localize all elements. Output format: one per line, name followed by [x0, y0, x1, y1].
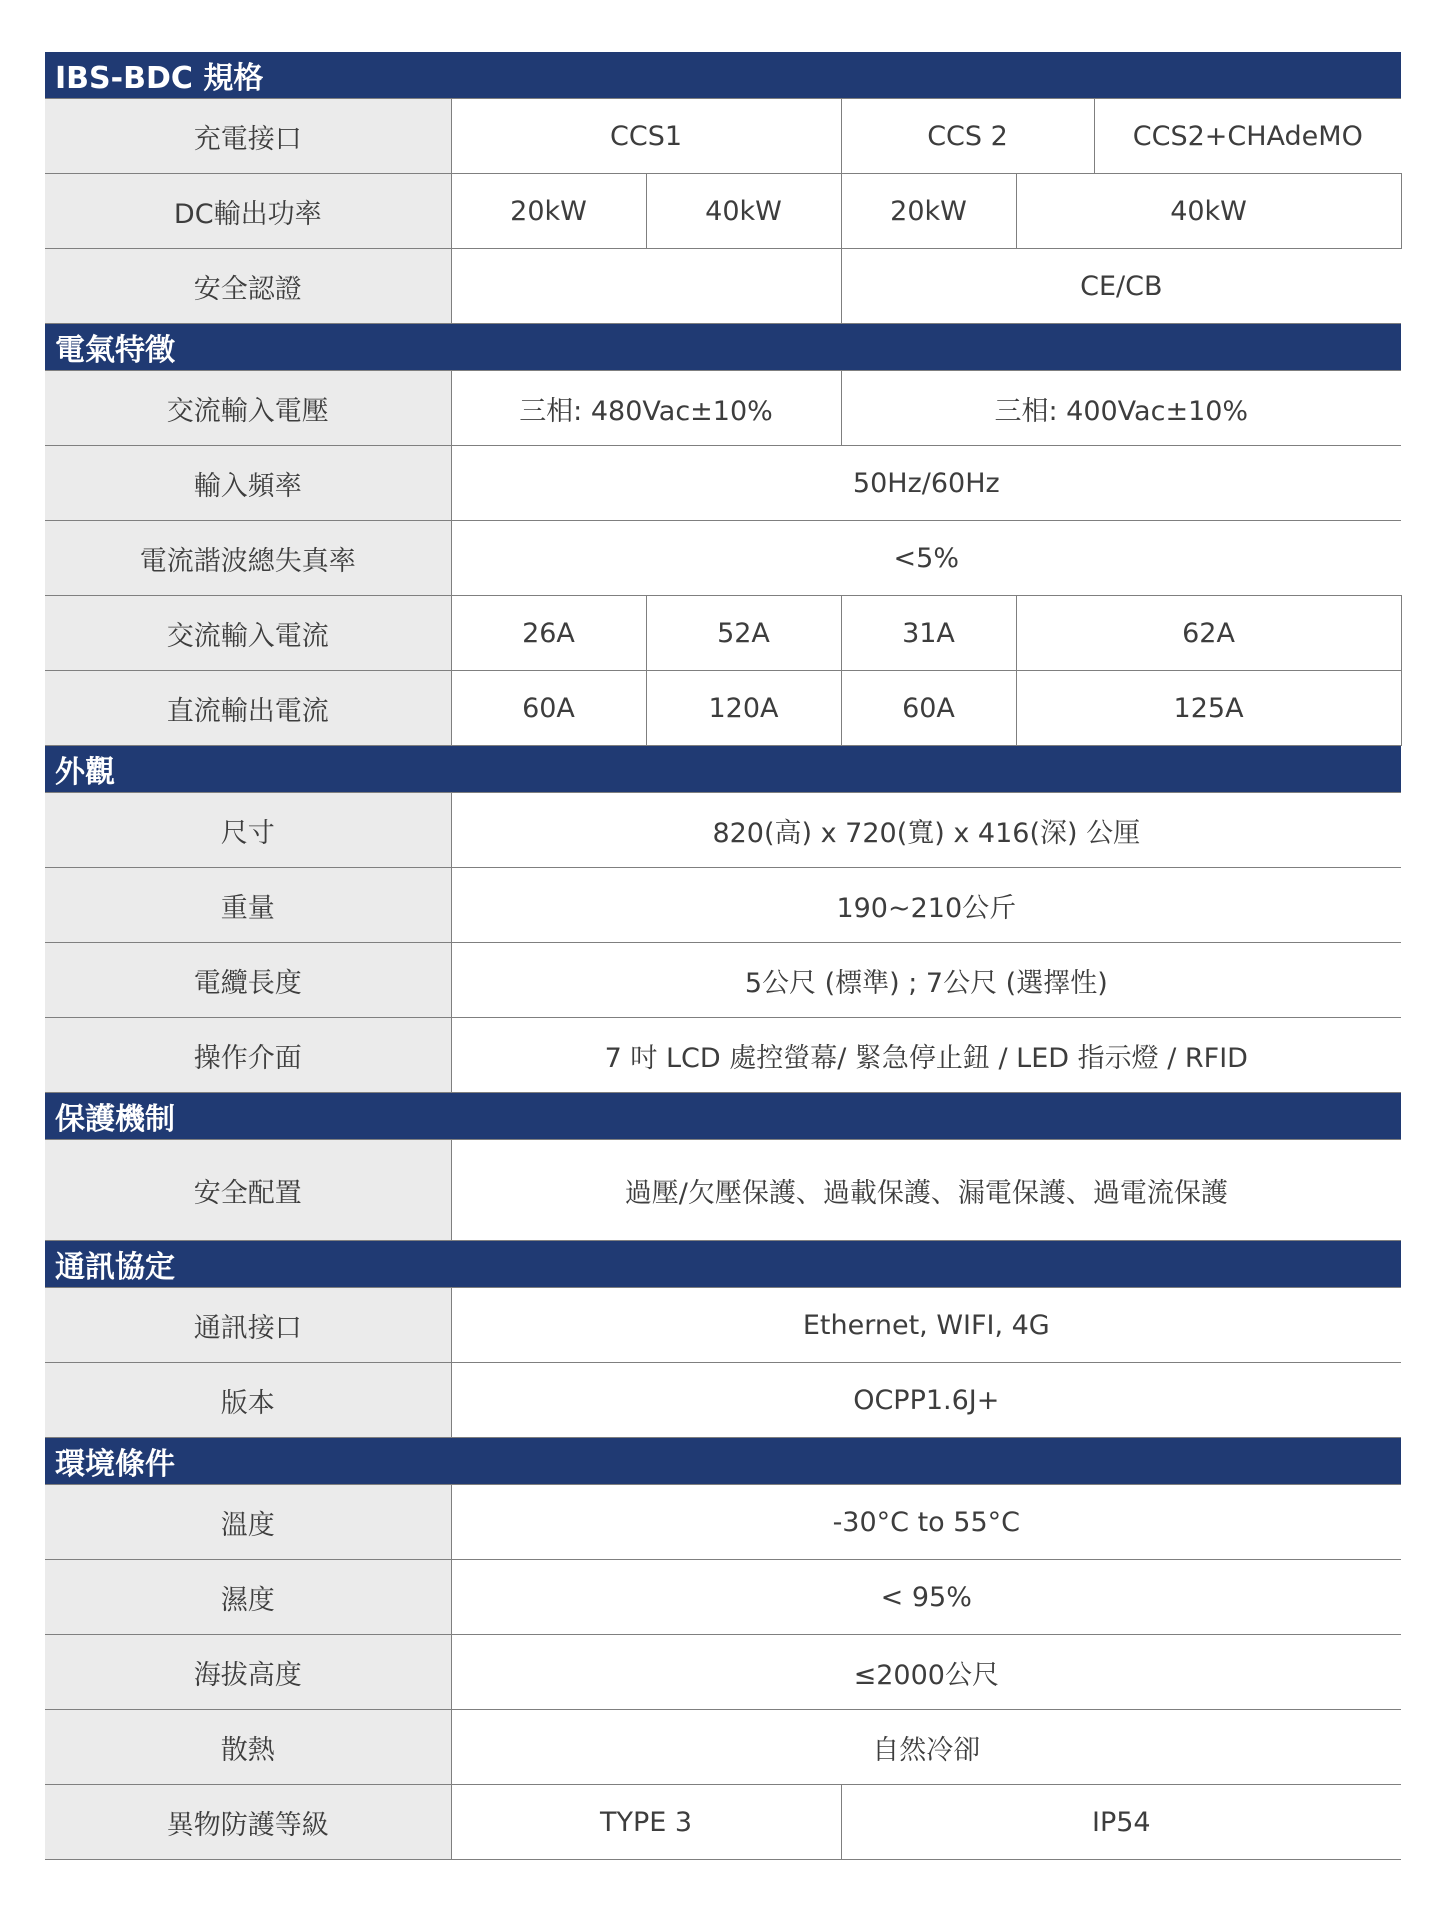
spec-value: 三相: 480Vac±10%	[451, 371, 841, 446]
spec-row	[45, 521, 1401, 596]
spec-row	[45, 99, 1401, 174]
spec-value: 5公尺 (標準) ; 7公尺 (選擇性)	[451, 943, 1401, 1018]
spec-label: 通訊接口	[45, 1288, 451, 1363]
spec-value: 190~210公斤	[451, 868, 1401, 943]
spec-row	[45, 1635, 1401, 1710]
spec-value: <5%	[451, 521, 1401, 596]
spec-table-body	[45, 52, 1401, 1860]
spec-value: 60A	[451, 671, 646, 746]
section-header: 通訊協定	[45, 1241, 1401, 1288]
section-header: 外觀	[45, 746, 1401, 793]
section-header: 環境條件	[45, 1438, 1401, 1485]
spec-value: 20kW	[841, 174, 1016, 249]
spec-value: CCS2+CHAdeMO	[1094, 99, 1401, 174]
spec-value: ≤2000公尺	[451, 1635, 1401, 1710]
spec-value: 820(高) x 720(寬) x 416(深) 公厘	[451, 793, 1401, 868]
spec-value: CCS1	[451, 99, 841, 174]
spec-label: 溫度	[45, 1485, 451, 1560]
spec-value: 7 吋 LCD 處控螢幕/ 緊急停止鈕 / LED 指示燈 / RFID	[451, 1018, 1401, 1093]
spec-value: 125A	[1016, 671, 1401, 746]
spec-value: 120A	[646, 671, 841, 746]
spec-label: 交流輸入電壓	[45, 371, 451, 446]
spec-label: 直流輸出電流	[45, 671, 451, 746]
spec-value: OCPP1.6J+	[451, 1363, 1401, 1438]
spec-value: 60A	[841, 671, 1016, 746]
spec-value	[451, 249, 841, 324]
spec-row	[45, 943, 1401, 1018]
spec-label: 安全配置	[45, 1140, 451, 1241]
spec-value: IP54	[841, 1785, 1401, 1860]
spec-value: 20kW	[451, 174, 646, 249]
spec-value: 40kW	[1016, 174, 1401, 249]
section-header-row	[45, 1241, 1401, 1288]
spec-title: IBS-BDC 規格	[45, 52, 1401, 99]
spec-value: 52A	[646, 596, 841, 671]
spec-label: 散熱	[45, 1710, 451, 1785]
spec-row	[45, 671, 1401, 746]
spec-value: 50Hz/60Hz	[451, 446, 1401, 521]
spec-label: 電纜長度	[45, 943, 451, 1018]
spec-value: 62A	[1016, 596, 1401, 671]
spec-value: 26A	[451, 596, 646, 671]
spec-row	[45, 1288, 1401, 1363]
spec-row	[45, 1018, 1401, 1093]
spec-value: TYPE 3	[451, 1785, 841, 1860]
spec-row	[45, 1363, 1401, 1438]
spec-label: 輸入頻率	[45, 446, 451, 521]
spec-row	[45, 1560, 1401, 1635]
spec-value: CE/CB	[841, 249, 1401, 324]
spec-label: 版本	[45, 1363, 451, 1438]
spec-value: Ethernet, WIFI, 4G	[451, 1288, 1401, 1363]
spec-value: CCS 2	[841, 99, 1094, 174]
spec-value: -30°C to 55°C	[451, 1485, 1401, 1560]
spec-value: 自然冷卻	[451, 1710, 1401, 1785]
spec-row	[45, 596, 1401, 671]
spec-row	[45, 249, 1401, 324]
spec-label: 充電接口	[45, 99, 451, 174]
spec-value: 過壓/欠壓保護、過載保護、漏電保護、過電流保護	[451, 1140, 1401, 1241]
spec-row	[45, 174, 1401, 249]
spec-row	[45, 1485, 1401, 1560]
spec-label: 濕度	[45, 1560, 451, 1635]
spec-label: 尺寸	[45, 793, 451, 868]
spec-label: 電流諧波總失真率	[45, 521, 451, 596]
spec-value: < 95%	[451, 1560, 1401, 1635]
spec-label: 海拔高度	[45, 1635, 451, 1710]
spec-row	[45, 1140, 1401, 1241]
spec-row	[45, 371, 1401, 446]
spec-row	[45, 446, 1401, 521]
section-header-row	[45, 324, 1401, 371]
spec-row	[45, 868, 1401, 943]
spec-value: 40kW	[646, 174, 841, 249]
spec-table	[45, 52, 1401, 1860]
spec-label: DC輸出功率	[45, 174, 451, 249]
spec-title-row	[45, 52, 1401, 99]
spec-label: 異物防護等級	[45, 1785, 451, 1860]
spec-label: 交流輸入電流	[45, 596, 451, 671]
section-header-row	[45, 746, 1401, 793]
spec-row	[45, 1785, 1401, 1860]
spec-row	[45, 1710, 1401, 1785]
spec-row	[45, 793, 1401, 868]
section-header-row	[45, 1438, 1401, 1485]
spec-label: 安全認證	[45, 249, 451, 324]
spec-label: 操作介面	[45, 1018, 451, 1093]
section-header: 電氣特徵	[45, 324, 1401, 371]
spec-sheet	[45, 52, 1401, 1860]
spec-label: 重量	[45, 868, 451, 943]
section-header: 保護機制	[45, 1093, 1401, 1140]
spec-value: 31A	[841, 596, 1016, 671]
section-header-row	[45, 1093, 1401, 1140]
spec-value: 三相: 400Vac±10%	[841, 371, 1401, 446]
